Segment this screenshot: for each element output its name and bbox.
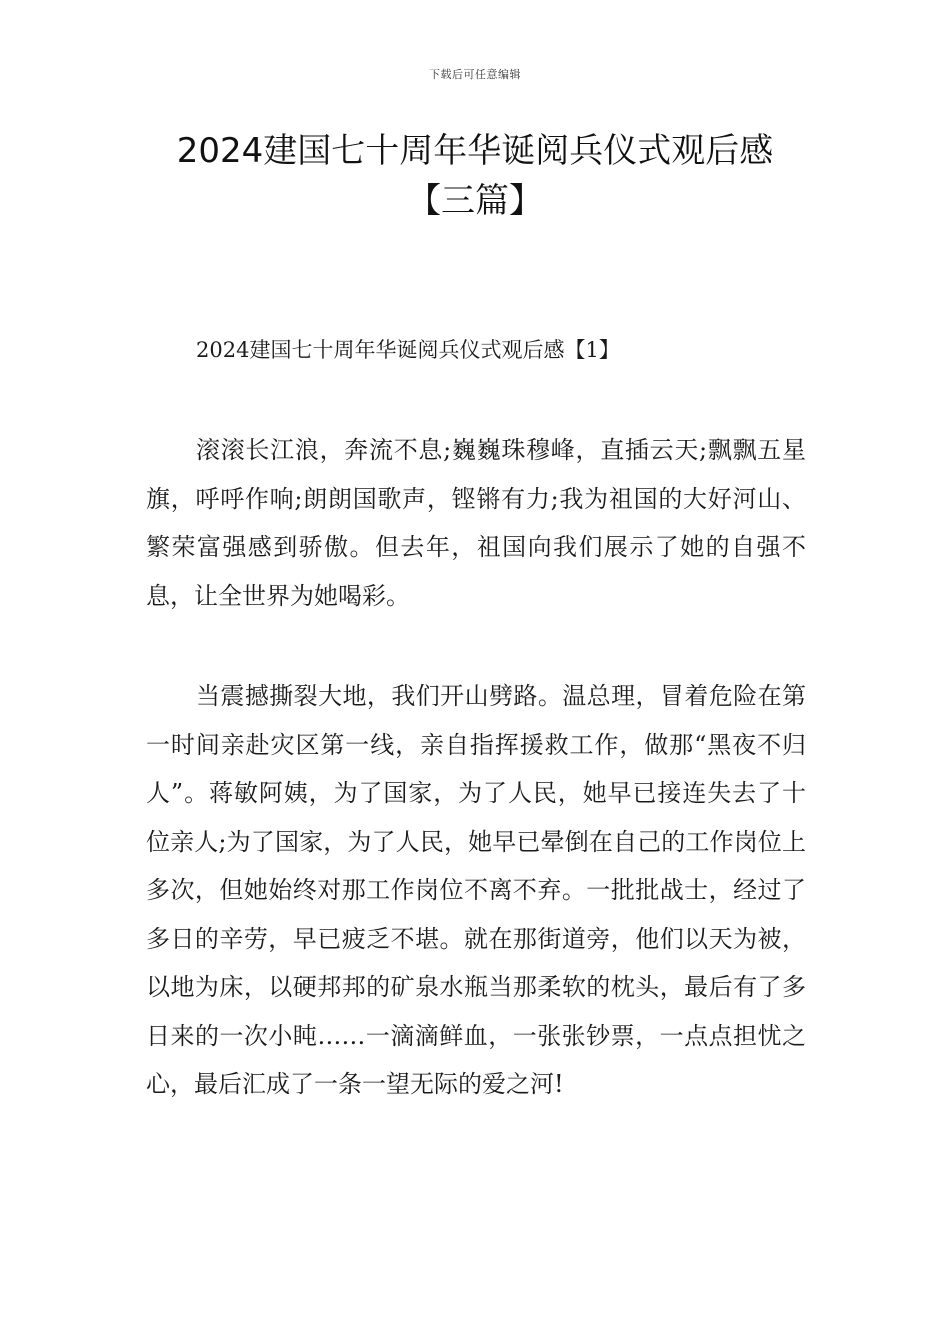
header-note: 下载后可任意编辑 [429, 68, 521, 81]
body-paragraph-1: 滚滚长江浪，奔流不息;巍巍珠穆峰，直插云天;飘飘五星旗，呼呼作响;朗朗国歌声，铿锵有力;我为祖国的大好河山、繁荣富强感到骄傲。但去年，祖国向我们展示了她的自强不息，让全世界为她喝彩。 [146, 436, 806, 610]
document-title-line-1: 2024建国七十周年华诞阅兵仪式观后感 [176, 131, 774, 171]
document-title [120, 126, 830, 226]
body-paragraph-2: 当震撼撕裂大地，我们开山劈路。温总理，冒着危险在第一时间亲赴灾区第一线，亲自指挥援救工作，做那“黑夜不归人”。蒋敏阿姨，为了国家，为了人民，她早已接连失去了十位亲人;为了国家，为了人民，她早已晕倒在自己的工作岗位上多次，但她始终对那工作岗位不离不弃。一批批战士，经过了多日的辛劳，早已疲乏不堪。就在那街道旁，他们以天为被，以地为床，以硬邦邦的矿泉水瓶当那柔软的枕头，最后有了多日来的一次小盹……一滴滴鲜血，一张张钞票，一点点担忧之心，最后汇成了一条一望无际的爱之河! [146, 682, 806, 1098]
document-title-line-2: 【三篇】 [407, 181, 543, 221]
section-heading: 2024建国七十周年华诞阅兵仪式观后感【1】 [196, 338, 620, 362]
